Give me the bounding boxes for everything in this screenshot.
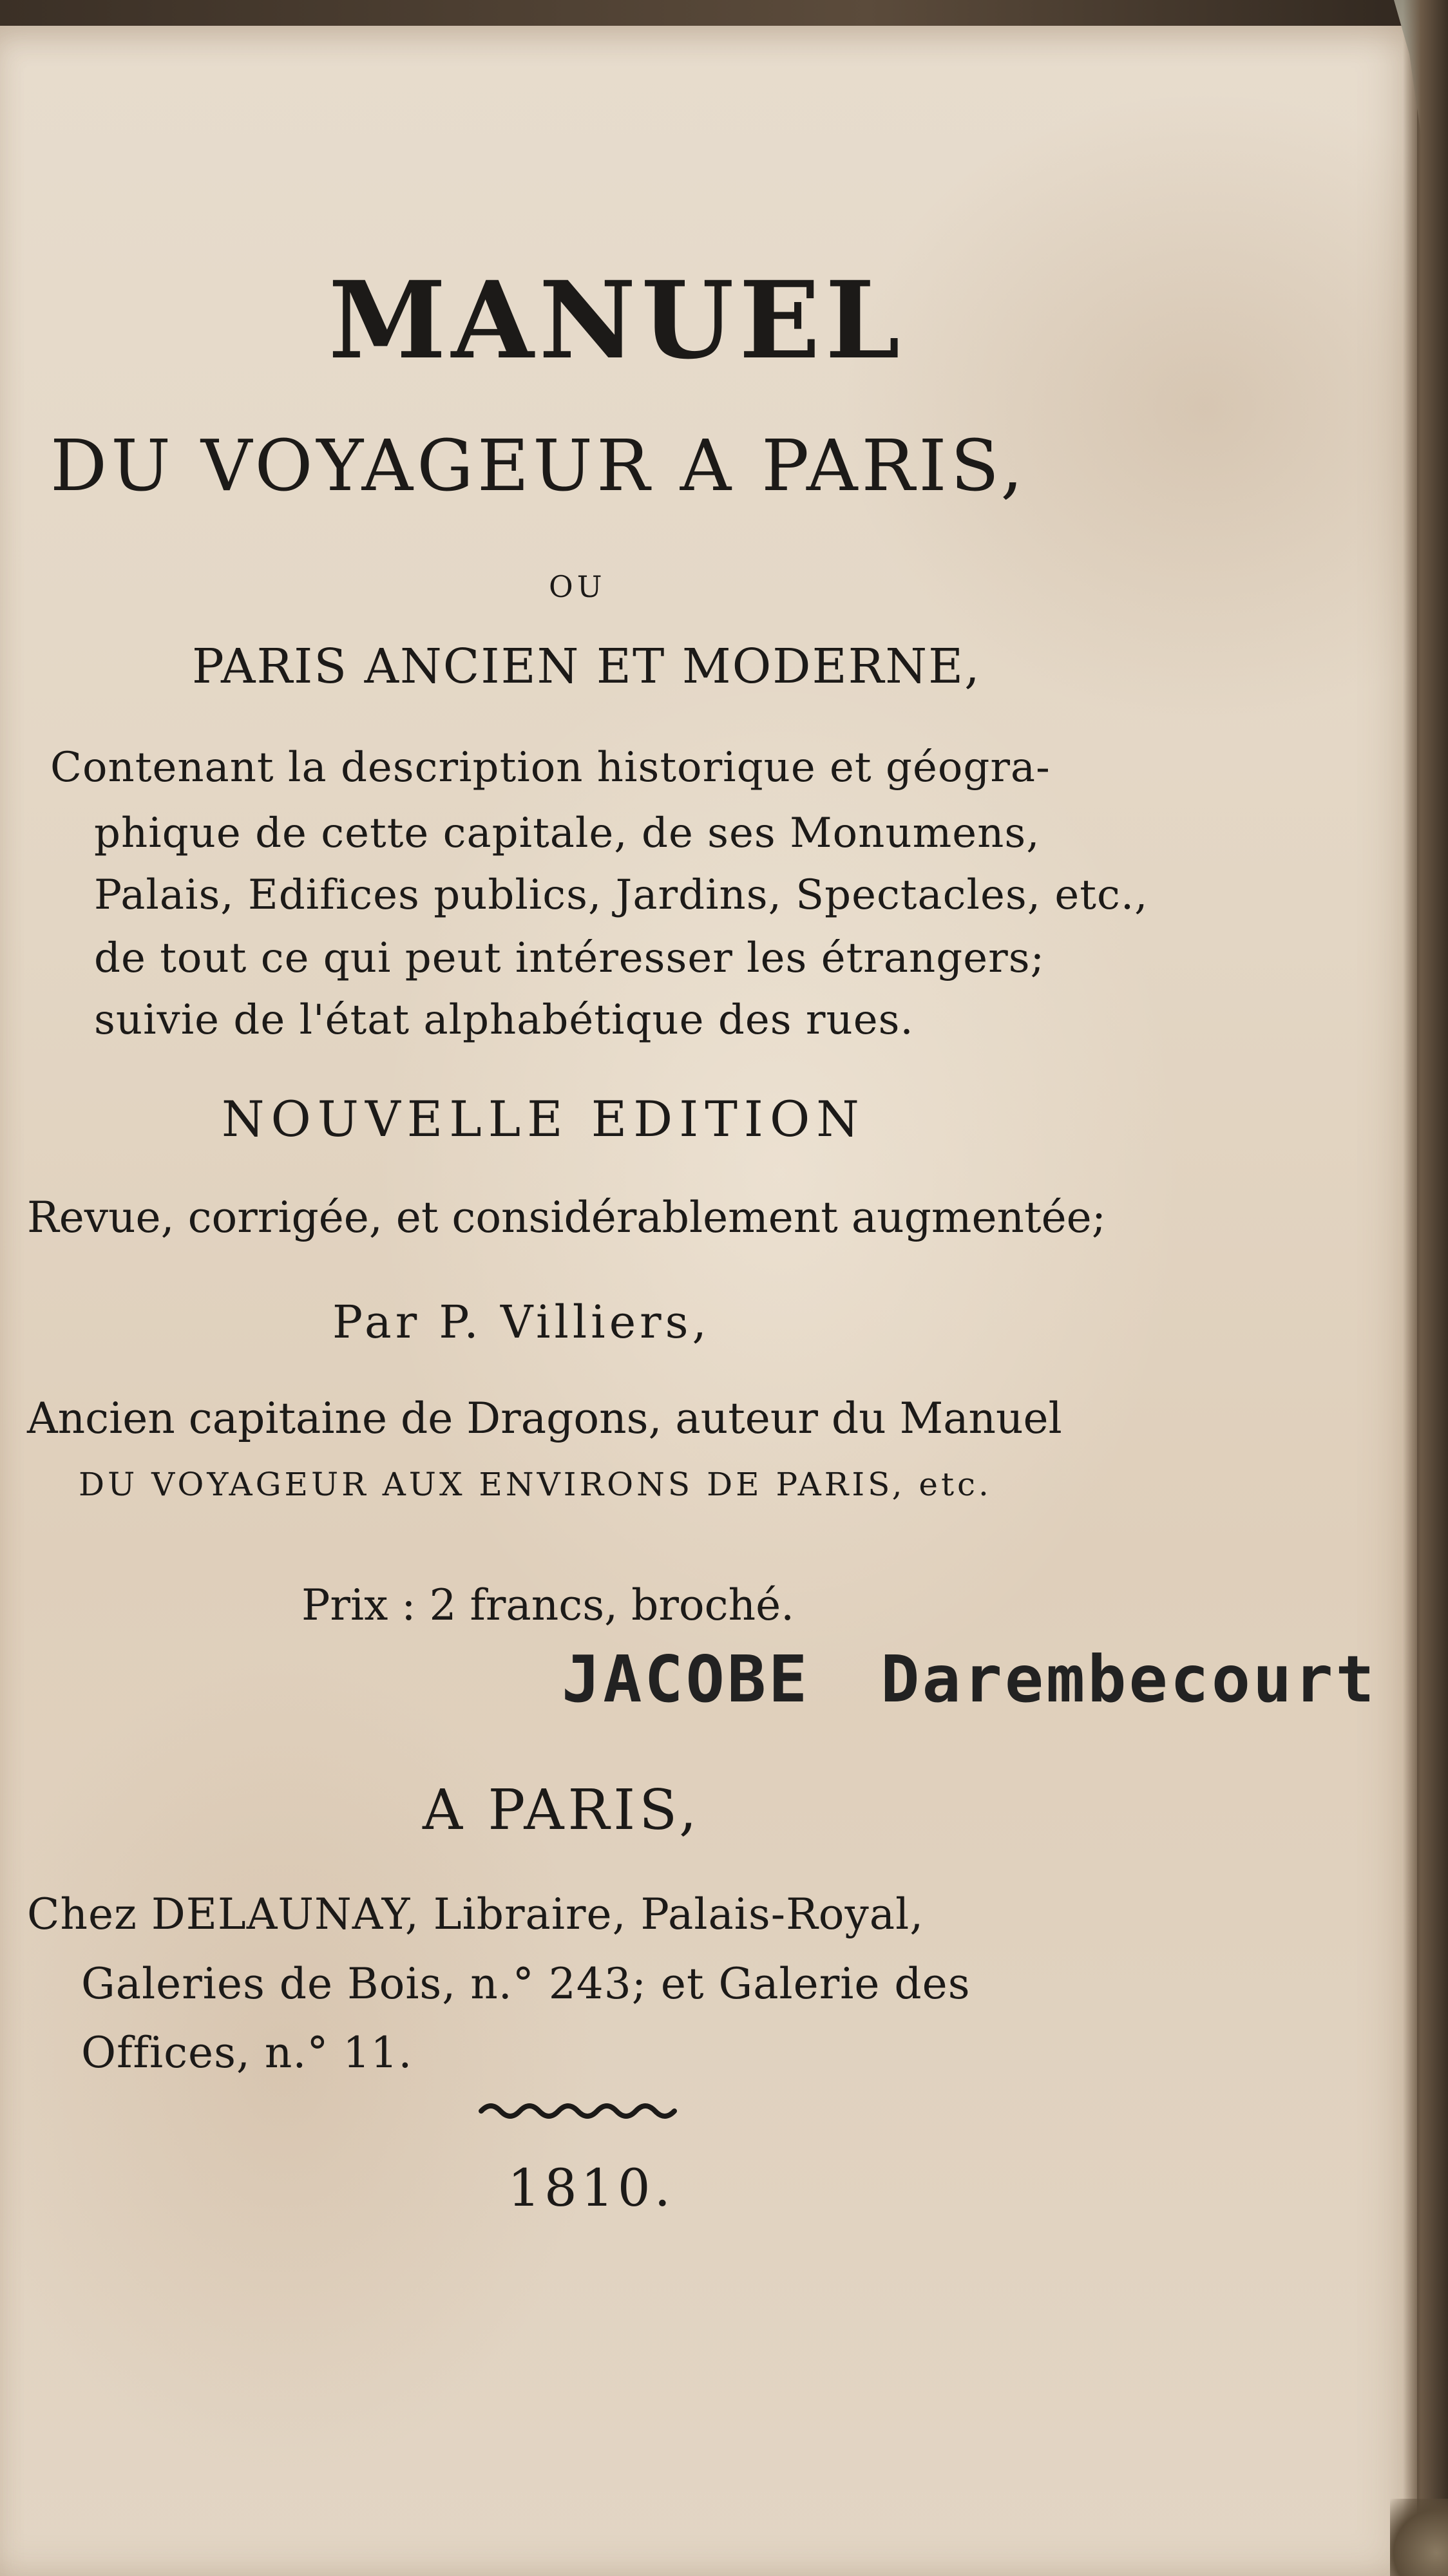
author-credit: Ancien capitaine de Dragons, auteur du Manuel <box>27 1394 1062 1443</box>
description-line: phique de cette capitale, de ses Monumens, <box>94 810 1040 857</box>
publisher-line: Offices, n.° 11. <box>81 2028 413 2078</box>
stamp-right: Darembecourt <box>881 1642 1377 1717</box>
ornament-rule <box>478 2099 678 2123</box>
conjunction: OU <box>549 569 606 604</box>
author-credit-continued: DU VOYAGEUR AUX ENVIRONS DE PARIS, etc. <box>79 1466 992 1503</box>
author-line: Par P. Villiers, <box>332 1296 710 1349</box>
title-page <box>0 26 1417 2576</box>
edition-heading: NOUVELLE EDITION <box>222 1090 866 1148</box>
publisher-line: Galeries de Bois, n.° 243; et Galerie des <box>81 1959 971 2009</box>
binding-edge <box>1390 2499 1448 2576</box>
stamp-left: JACOBE <box>562 1642 810 1717</box>
price: Prix : 2 francs, broché. <box>301 1580 795 1630</box>
description-line: de tout ce qui peut intéresser les étrangers; <box>94 934 1045 982</box>
description-line: suivie de l'état alphabétique des rues. <box>94 996 914 1044</box>
book-subtitle: DU VOYAGEUR A PARIS, <box>50 424 1027 507</box>
publisher-line: Chez DELAUNAY, Libraire, Palais-Royal, <box>27 1889 924 1939</box>
page-edge <box>1403 0 1448 2576</box>
book-title: MANUEL <box>329 258 906 383</box>
revision-note: Revue, corrigée, et considérablement augmentée; <box>27 1193 1106 1242</box>
publication-year: 1810. <box>508 2158 675 2218</box>
imprint-place: A PARIS, <box>423 1778 701 1842</box>
description-line: Palais, Edifices publics, Jardins, Spectacles, etc., <box>94 871 1148 919</box>
description-line: Contenant la description historique et géogra- <box>50 744 1051 791</box>
owner-stamp <box>562 1642 1377 1717</box>
alternate-title: PARIS ANCIEN ET MODERNE, <box>192 639 981 694</box>
